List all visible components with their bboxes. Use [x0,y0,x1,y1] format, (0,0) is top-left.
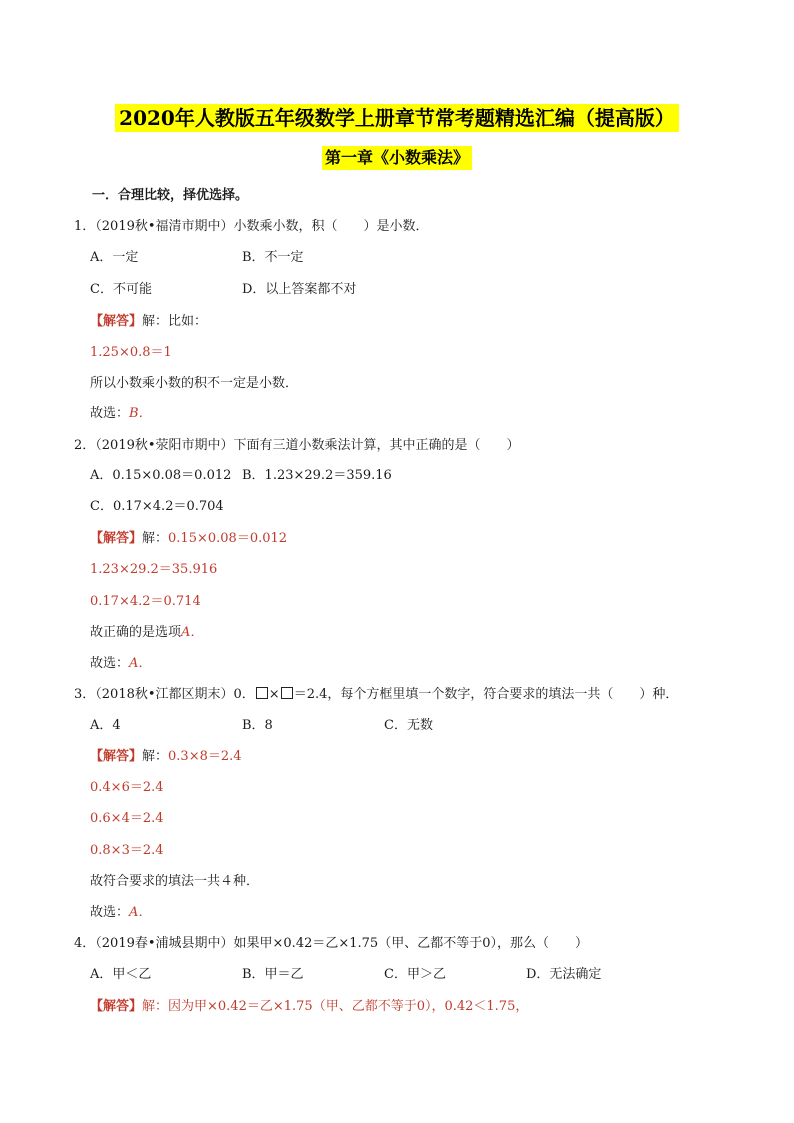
q3-answer-line-4: 0.8×3＝2.4 [90,843,164,858]
q3-answer-choice: 故选：A． [90,905,152,920]
q1-answer-line-1: 【解答】解：比如： [90,314,208,329]
section-heading: 一．合理比较，择优选择。 [92,188,249,203]
q1-answer-line-3: 所以小数乘小数的积不一定是小数． [90,376,299,391]
q4-answer-line-1: 【解答】解：因为甲×0.42＝乙×1.75（甲、乙都不等于0），0.42＜1.75， [90,999,529,1014]
q3-answer-line-1: 【解答】解：0.3×8＝2.4 [90,749,242,764]
q1-answer-line-2: 1.25×0.8＝1 [90,345,172,360]
q3-option-a: A．4 [90,718,121,733]
q4-option-d: D．无法确定 [526,967,602,982]
chapter-title: 第一章《小数乘法》 [322,146,472,170]
answer-label: 【解答】 [90,531,143,546]
q3-answer-line-5: 故符合要求的填法一共４种． [90,874,260,889]
q3-option-b: B．8 [242,718,273,733]
question-3-stem: 3．（2018秋•江都区期末）0． × ＝2.4，每个方框里填一个数字，符合要求的填法一共（ ）种． [74,687,679,702]
q4-option-c: C．甲＞乙 [384,967,446,982]
q3-option-c: C．无数 [384,718,433,733]
q1-option-c: C．不可能 [90,282,152,297]
q1-option-a: A．一定 [90,250,139,265]
q2-option-c: C．0.17×4.2＝0.704 [90,499,224,514]
question-2-stem: 2．（2019秋•荥阳市期中）下面有三道小数乘法计算，其中正确的是（ ） [74,438,520,453]
question-4-stem: 4．（2019春•浦城县期中）如果甲×0.42＝乙×1.75（甲、乙都不等于0），那么（ ） [74,936,588,951]
answer-label: 【解答】 [90,314,143,329]
blank-box [256,687,268,699]
q2-answer-line-1: 【解答】解：0.15×0.08＝0.012 [90,531,288,546]
answer-label: 【解答】 [90,999,143,1014]
q1-answer-choice: 故选：B． [90,406,152,421]
q2-answer-line-2: 1.23×29.2＝35.916 [90,562,218,577]
q1-option-d: D．以上答案都不对 [242,282,357,297]
q4-option-a: A．甲＜乙 [90,967,152,982]
q2-answer-line-4: 故正确的是选项A． [90,625,204,640]
blank-box [281,687,293,699]
q3-answer-line-2: 0.4×6＝2.4 [90,780,164,795]
document-title: 2020年人教版五年级数学上册章节常考题精选汇编（提高版） [115,104,679,132]
q2-answer-choice: 故选：A． [90,656,152,671]
q2-answer-line-3: 0.17×4.2＝0.714 [90,594,201,609]
question-1-stem: 1．（2019秋•福清市期中）小数乘小数，积（ ）是小数． [74,219,429,234]
answer-label: 【解答】 [90,749,143,764]
q4-option-b: B．甲＝乙 [242,967,304,982]
q2-option-b: B．1.23×29.2＝359.16 [242,468,392,483]
q1-option-b: B．不一定 [242,250,304,265]
q2-option-a: A．0.15×0.08＝0.012 [90,468,232,483]
q3-answer-line-3: 0.6×4＝2.4 [90,811,164,826]
